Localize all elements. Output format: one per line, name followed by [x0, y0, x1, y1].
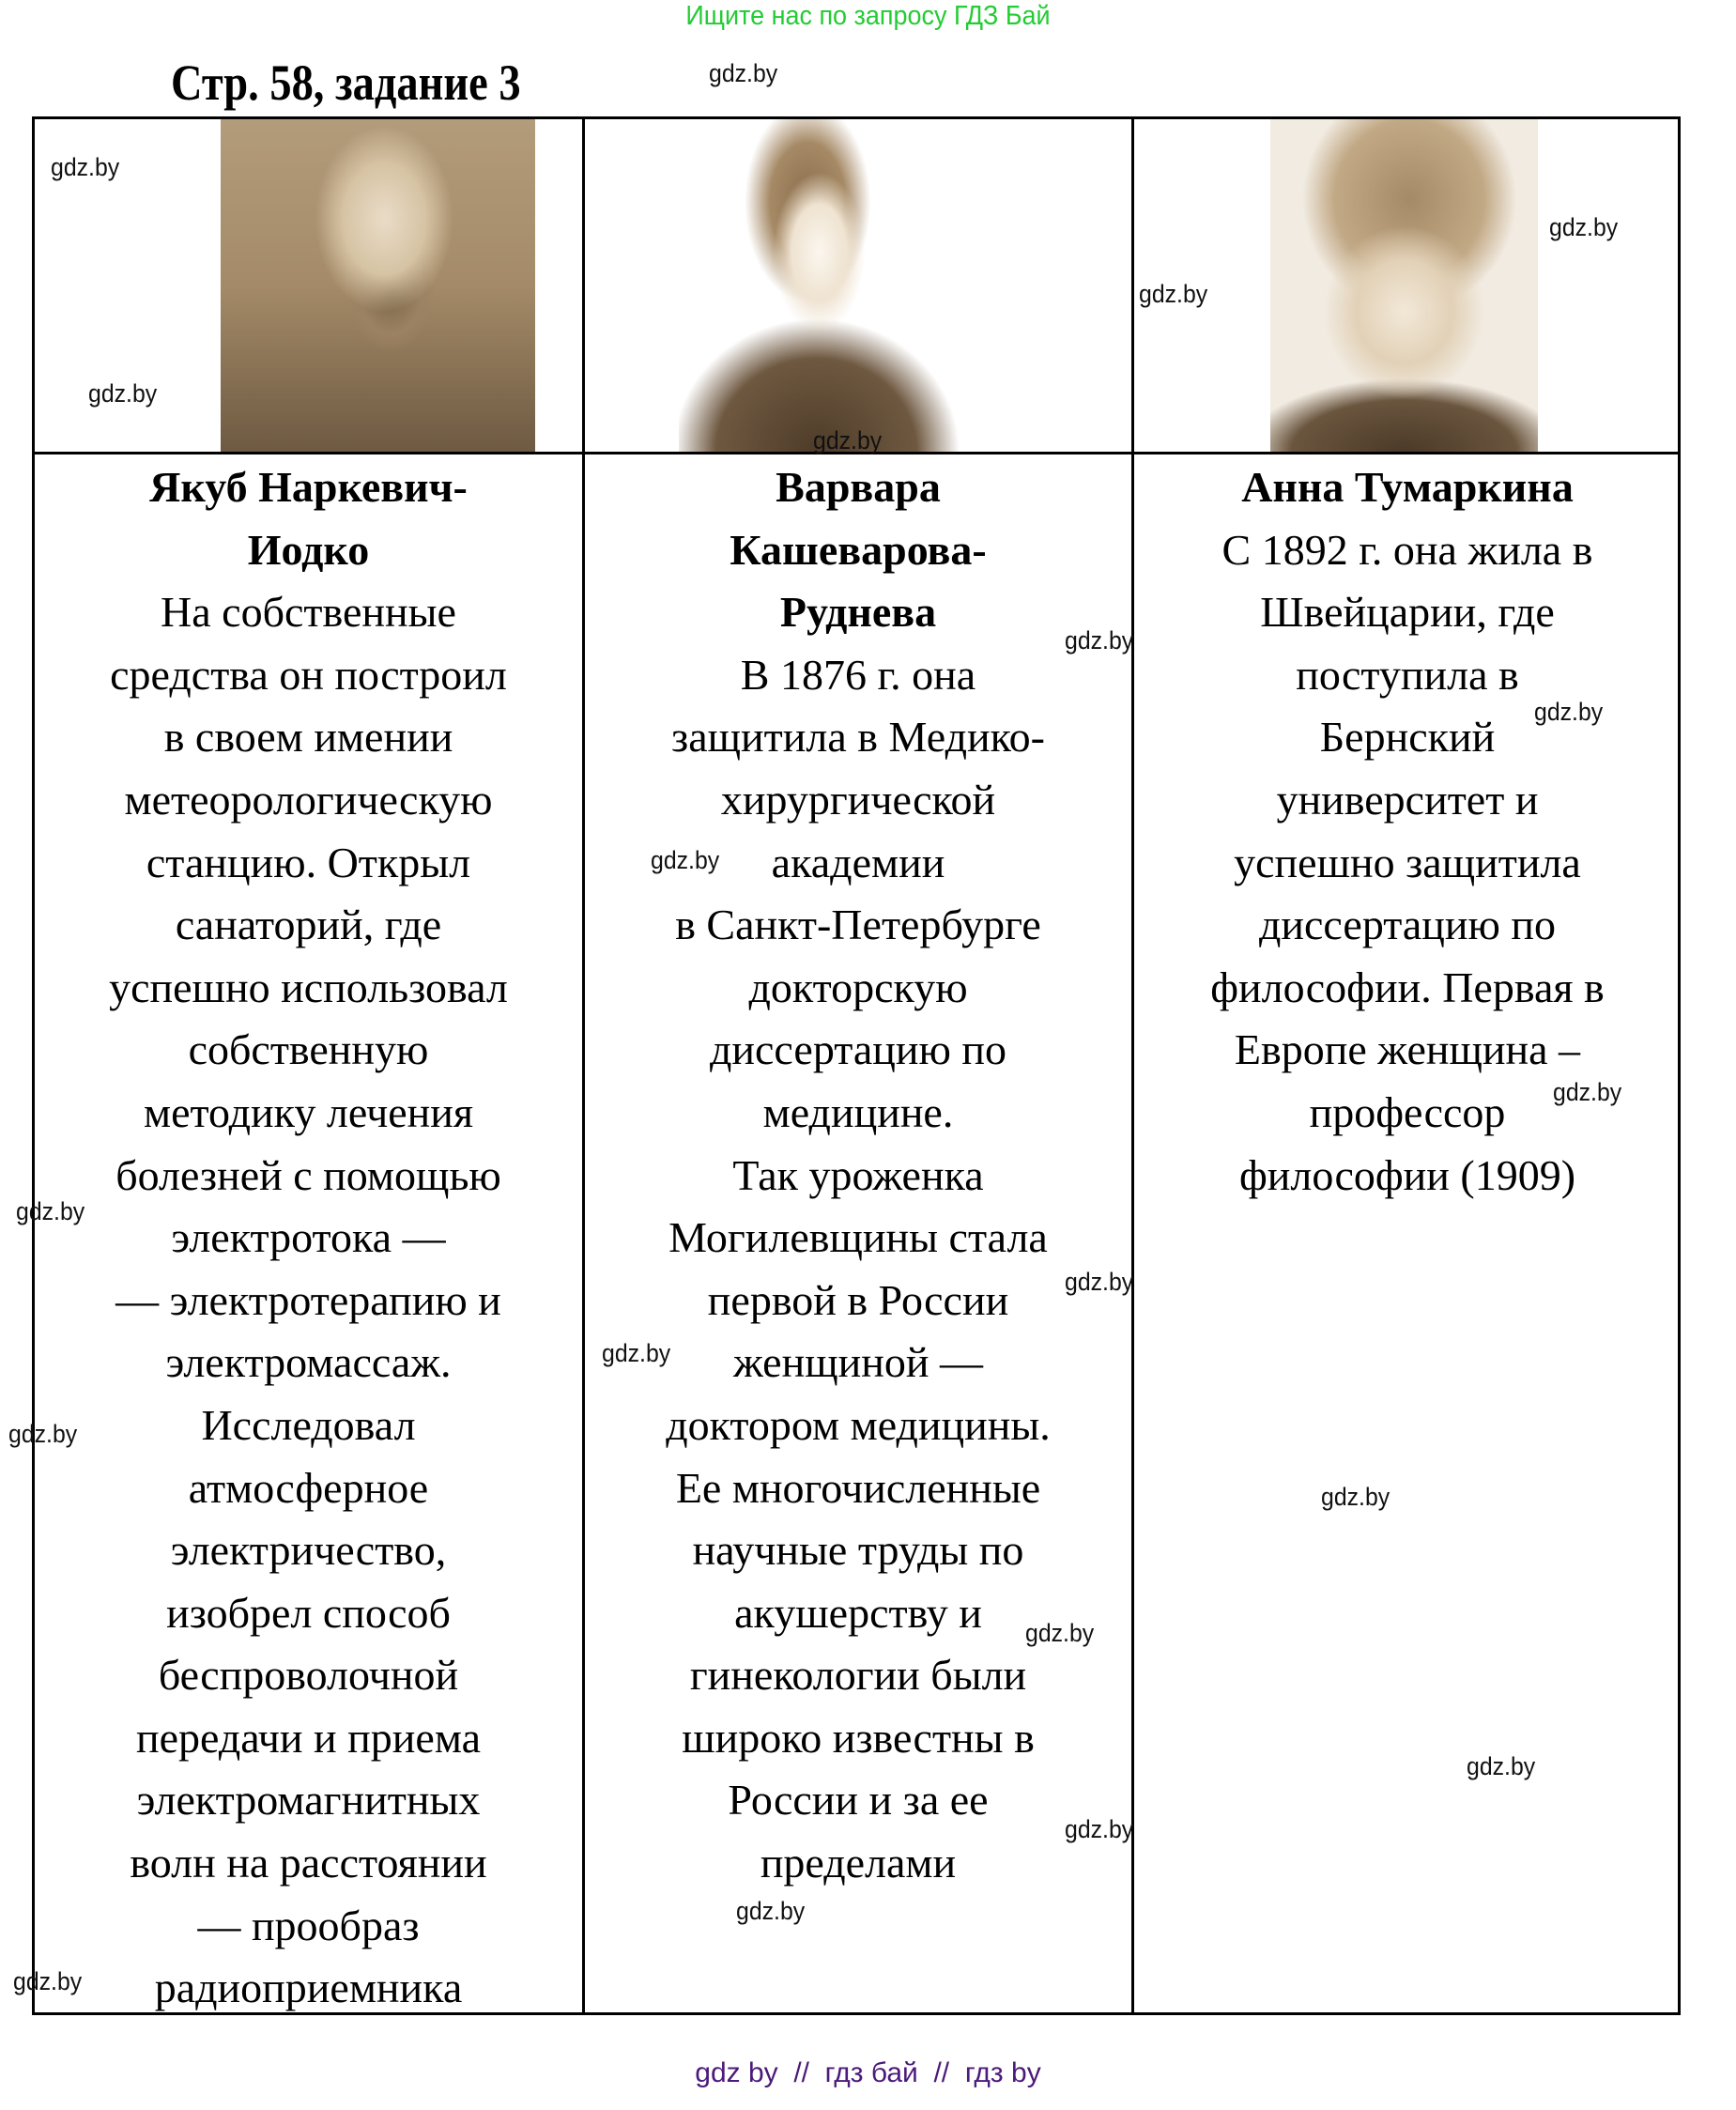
bio-line: акушерству и — [734, 1588, 982, 1637]
bio-line: защитила в Медико- — [671, 713, 1045, 762]
watermark: gdz.by — [51, 153, 120, 181]
person-name: Анна Тумаркина — [1241, 463, 1574, 511]
bio-line: университет и — [1276, 775, 1539, 824]
watermark: gdz.by — [88, 379, 158, 408]
watermark: gdz.by — [736, 1897, 806, 1925]
watermark: gdz.by — [1321, 1483, 1390, 1511]
bio-line: электромассаж. — [165, 1338, 452, 1387]
bio-line: успешно использовал — [109, 963, 508, 1011]
bio-line: В 1876 г. она — [740, 650, 976, 699]
bio-cell-nakrevich-iodko — [35, 454, 582, 2012]
bio-line: поступила в — [1296, 650, 1519, 699]
bio-line: передачи и приема — [135, 1713, 482, 1762]
watermark: gdz.by — [602, 1339, 671, 1367]
watermark: gdz.by — [1534, 698, 1604, 726]
bio-cell-tumarkina — [1134, 454, 1681, 2012]
watermark: gdz.by — [1139, 280, 1208, 308]
watermark: gdz.by — [1065, 626, 1134, 655]
bio-line: Так уроженка — [732, 1150, 984, 1199]
bio-line: диссертацию по — [1258, 901, 1557, 949]
bio-line: в своем имении — [163, 713, 453, 762]
watermark: gdz.by — [13, 1967, 83, 1995]
bio-line: гинекологии были — [689, 1651, 1027, 1700]
watermark: gdz.by — [8, 1420, 78, 1448]
watermark: gdz.by — [1467, 1752, 1536, 1780]
person-name: Иодко — [247, 525, 370, 574]
search-hint-banner: Ищите нас по запросу ГДЗ Бай — [685, 1, 1051, 31]
bio-line: атмосферное — [188, 1463, 429, 1512]
person-name: Руднева — [779, 588, 937, 637]
bio-line: медицине. — [762, 1087, 954, 1136]
bio-line: широко известны в — [682, 1713, 1035, 1762]
photo-cell-3 — [1134, 119, 1681, 452]
watermark: gdz.by — [651, 846, 720, 874]
bio-line: С 1892 г. она жила в — [1221, 525, 1593, 574]
bio-line: пределами — [760, 1839, 957, 1887]
watermark: gdz.by — [1549, 213, 1619, 241]
bio-line: — электротерапию и — [115, 1275, 501, 1324]
bio-line: Европе женщина – — [1234, 1025, 1581, 1074]
watermark: gdz.by — [813, 426, 883, 454]
bio-cell-kashevarova-rudneva — [585, 454, 1134, 2012]
bio-line: изобрел способ — [166, 1588, 451, 1637]
watermark: gdz.by — [709, 59, 778, 87]
bio-line: метеорологическую — [124, 775, 493, 824]
bio-line: Швейцарии, где — [1260, 588, 1555, 637]
bio-line: диссертацию по — [709, 1025, 1007, 1074]
watermark: gdz.by — [1025, 1619, 1095, 1647]
bio-line: Ее многочисленные — [675, 1463, 1041, 1512]
bio-line: женщиной — — [733, 1338, 983, 1387]
bio-line: Бернский — [1319, 713, 1496, 762]
bio-line: доктором медицины. — [666, 1400, 1051, 1449]
person-name: Варвара — [776, 463, 941, 511]
bio-line: электромагнитных — [136, 1776, 481, 1825]
bio-line: научные труды по — [692, 1526, 1024, 1575]
bio-line: успешно защитила — [1234, 838, 1581, 886]
biography-table — [32, 116, 1681, 2015]
bio-line: — прообраз — [197, 1901, 420, 1949]
bio-line: беспроволочной — [158, 1651, 459, 1700]
bio-line: России и за ее — [728, 1776, 989, 1825]
bio-line: профессор — [1309, 1087, 1506, 1136]
bio-line: электротока — — [171, 1213, 446, 1262]
portrait-woman-photo-image — [1270, 119, 1538, 452]
watermark: gdz.by — [1065, 1268, 1134, 1296]
page-title: Стр. 58, задание 3 — [171, 54, 521, 111]
bio-line: философии (1909) — [1238, 1150, 1576, 1199]
watermark: gdz.by — [1065, 1815, 1134, 1843]
bio-line: болезней с помощью — [115, 1150, 501, 1199]
bio-line: докторскую — [748, 963, 968, 1011]
person-name: Кашеварова- — [730, 525, 987, 574]
bio-line: в Санкт-Петербурге — [675, 901, 1041, 949]
portrait-woman-engraving-image — [679, 119, 965, 452]
bio-line: средства он построил — [110, 650, 507, 699]
bio-line: Могилевщины стала — [668, 1213, 1048, 1262]
footer-links: gdz by // гдз бай // гдз by — [695, 2057, 1041, 2088]
bio-line: первой в России — [707, 1275, 1009, 1324]
person-name: Якуб Наркевич- — [149, 463, 468, 511]
bio-line: санаторий, где — [175, 901, 442, 949]
bio-line: академии — [771, 838, 945, 886]
watermark: gdz.by — [16, 1197, 85, 1225]
portrait-man-image — [221, 119, 535, 452]
bio-line: философии. Первая в — [1210, 963, 1605, 1011]
photo-cell-2 — [585, 119, 1131, 452]
bio-line: хирургической — [720, 775, 996, 824]
watermark: gdz.by — [1553, 1078, 1622, 1106]
bio-line: радиоприемника — [154, 1964, 463, 2012]
bio-line: На собственные — [161, 588, 456, 637]
bio-line: волн на расстоянии — [130, 1839, 487, 1887]
bio-line: Исследовал — [201, 1400, 416, 1449]
bio-line: собственную — [188, 1025, 429, 1074]
bio-line: электричество, — [170, 1526, 447, 1575]
bio-line: методику лечения — [143, 1087, 474, 1136]
bio-line: станцию. Открыл — [146, 838, 471, 886]
